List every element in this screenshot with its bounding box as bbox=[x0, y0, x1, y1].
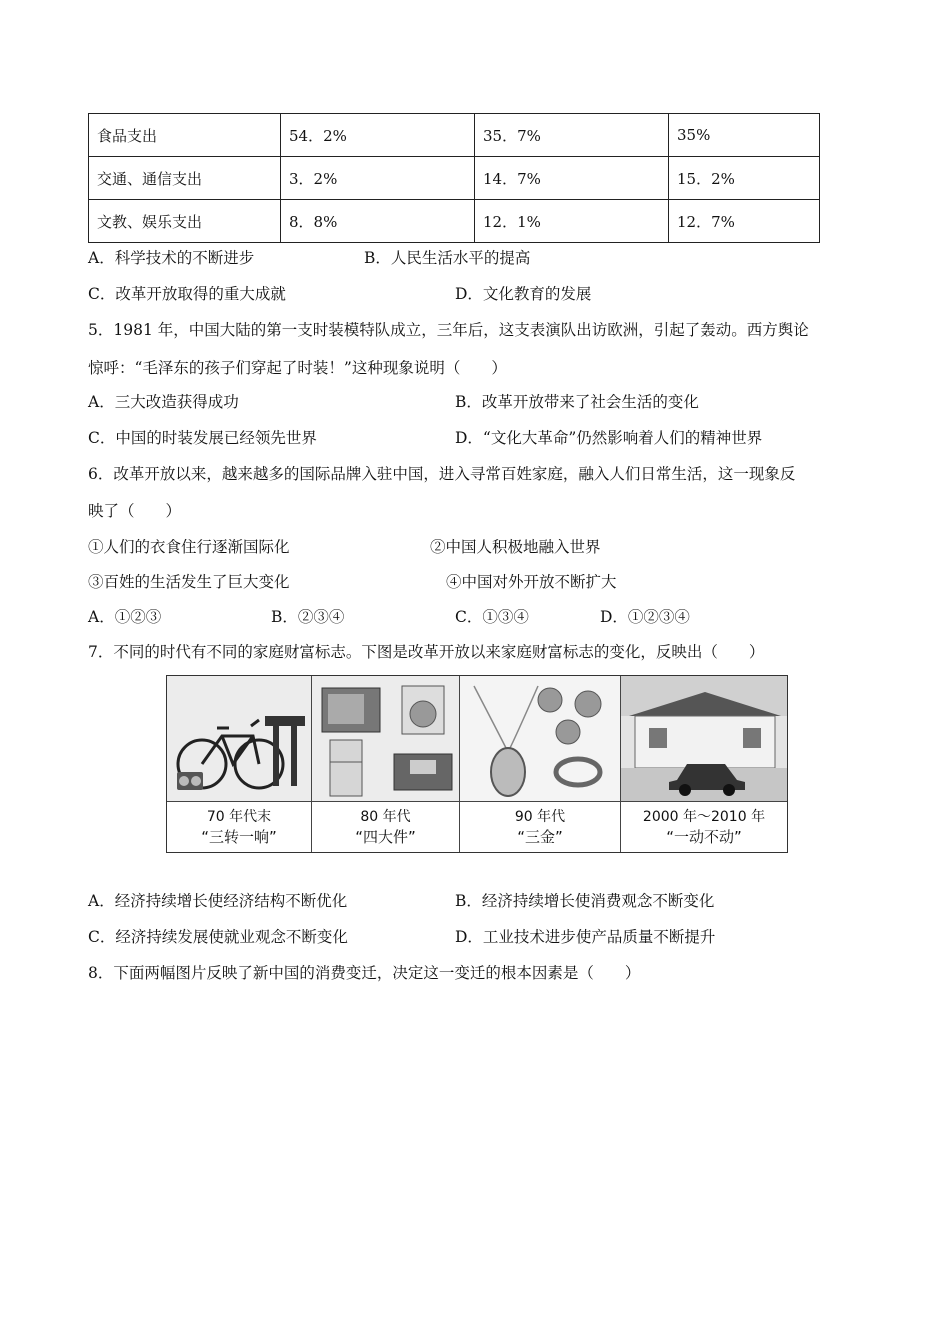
q6-stem-line2: 映了（ ） bbox=[88, 502, 182, 520]
q4-option-c[interactable]: C．改革开放取得的重大成就 bbox=[88, 285, 286, 303]
table-cell: 12．7% bbox=[669, 200, 820, 243]
q5-stem-line1: 5．1981 年，中国大陆的第一支时装模特队成立，三年后，这支表演队出访欧洲，引起了轰动。西方舆论 bbox=[88, 321, 809, 339]
expenditure-table bbox=[88, 113, 820, 243]
table-cell: 8．8% bbox=[281, 200, 475, 243]
jewelry-image bbox=[460, 676, 620, 802]
jewelry-icon bbox=[460, 676, 620, 801]
table-row bbox=[89, 157, 820, 200]
bicycle-icon bbox=[167, 676, 311, 801]
table-cell: 3．2% bbox=[281, 157, 475, 200]
figure-panel bbox=[460, 676, 621, 852]
q7-option-d[interactable]: D．工业技术进步使产品质量不断提升 bbox=[455, 928, 716, 946]
q4-option-a[interactable]: A．科学技术的不断进步 bbox=[88, 249, 255, 267]
table-cell: 35% bbox=[669, 114, 820, 157]
house-car-image bbox=[621, 676, 787, 802]
q5-option-d[interactable]: D．“文化大革命”仍然影响着人们的精神世界 bbox=[455, 429, 763, 447]
table-cell: 35．7% bbox=[475, 114, 669, 157]
q8-stem-line1: 8．下面两幅图片反映了新中国的消费变迁，决定这一变迁的根本因素是（ ） bbox=[88, 964, 641, 982]
figure-panel bbox=[621, 676, 787, 852]
table-cell: 12．1% bbox=[475, 200, 669, 243]
panel-era-label: 90 年代 bbox=[514, 809, 566, 825]
q7-stem-line1: 7．不同的时代有不同的家庭财富标志。下图是改革开放以来家庭财富标志的变化，反映出（ ） bbox=[88, 643, 765, 661]
panel-name-label: “三金” bbox=[517, 828, 563, 846]
panel-name-label: “一动不动” bbox=[666, 828, 742, 846]
q5-stem-line2: 惊呼：“毛泽东的孩子们穿起了时装！”这种现象说明（ ） bbox=[88, 359, 507, 377]
table-cell: 14．7% bbox=[475, 157, 669, 200]
q6-item-3: ③百姓的生活发生了巨大变化 bbox=[88, 573, 290, 591]
q6-item-2: ②中国人积极地融入世界 bbox=[430, 538, 601, 556]
q5-option-a[interactable]: A．三大改造获得成功 bbox=[88, 393, 239, 411]
q7-option-a[interactable]: A．经济持续增长使经济结构不断优化 bbox=[88, 892, 348, 910]
table-row bbox=[89, 200, 820, 243]
q6-item-1: ①人们的衣食住行逐渐国际化 bbox=[88, 538, 290, 556]
panel-name-label: “四大件” bbox=[355, 828, 416, 846]
house-car-icon bbox=[621, 676, 787, 801]
figure-panel bbox=[167, 676, 312, 852]
panel-era-label: 2000 年～2010 年 bbox=[642, 809, 766, 825]
table-row bbox=[89, 114, 820, 157]
panel-era-label: 80 年代 bbox=[360, 809, 411, 825]
q6-option-a[interactable]: A．①②③ bbox=[88, 608, 162, 626]
figure-panel bbox=[312, 676, 460, 852]
q6-item-4: ④中国对外开放不断扩大 bbox=[446, 573, 617, 591]
table-cell: 15．2% bbox=[669, 157, 820, 200]
q5-option-b[interactable]: B．改革开放带来了社会生活的变化 bbox=[455, 393, 699, 411]
panel-name-label: “三转一响” bbox=[201, 828, 277, 846]
q5-option-c[interactable]: C．中国的时装发展已经领先世界 bbox=[88, 429, 317, 447]
q6-stem-line1: 6．改革开放以来，越来越多的国际品牌入驻中国，进入寻常百姓家庭，融入人们日常生活，这一现象反 bbox=[88, 465, 796, 483]
q4-option-b[interactable]: B．人民生活水平的提高 bbox=[364, 249, 531, 267]
q4-option-d[interactable]: D．文化教育的发展 bbox=[455, 285, 592, 303]
q7-option-c[interactable]: C．经济持续发展使就业观念不断变化 bbox=[88, 928, 348, 946]
panel-era-label: 70 年代末 bbox=[206, 809, 272, 825]
table-cell: 交通、通信支出 bbox=[89, 157, 281, 200]
table-cell: 食品支出 bbox=[89, 114, 281, 157]
bicycle-sewing-machine-image bbox=[167, 676, 311, 802]
q6-option-b[interactable]: B．②③④ bbox=[271, 608, 345, 626]
q6-option-c[interactable]: C．①③④ bbox=[455, 608, 529, 626]
table-cell: 54．2% bbox=[281, 114, 475, 157]
q6-option-d[interactable]: D．①②③④ bbox=[600, 608, 690, 626]
table-cell: 文教、娱乐支出 bbox=[89, 200, 281, 243]
appliances-icon bbox=[312, 676, 459, 801]
q7-option-b[interactable]: B．经济持续增长使消费观念不断变化 bbox=[455, 892, 715, 910]
wealth-symbols-figure bbox=[166, 675, 788, 853]
appliances-image bbox=[312, 676, 459, 802]
